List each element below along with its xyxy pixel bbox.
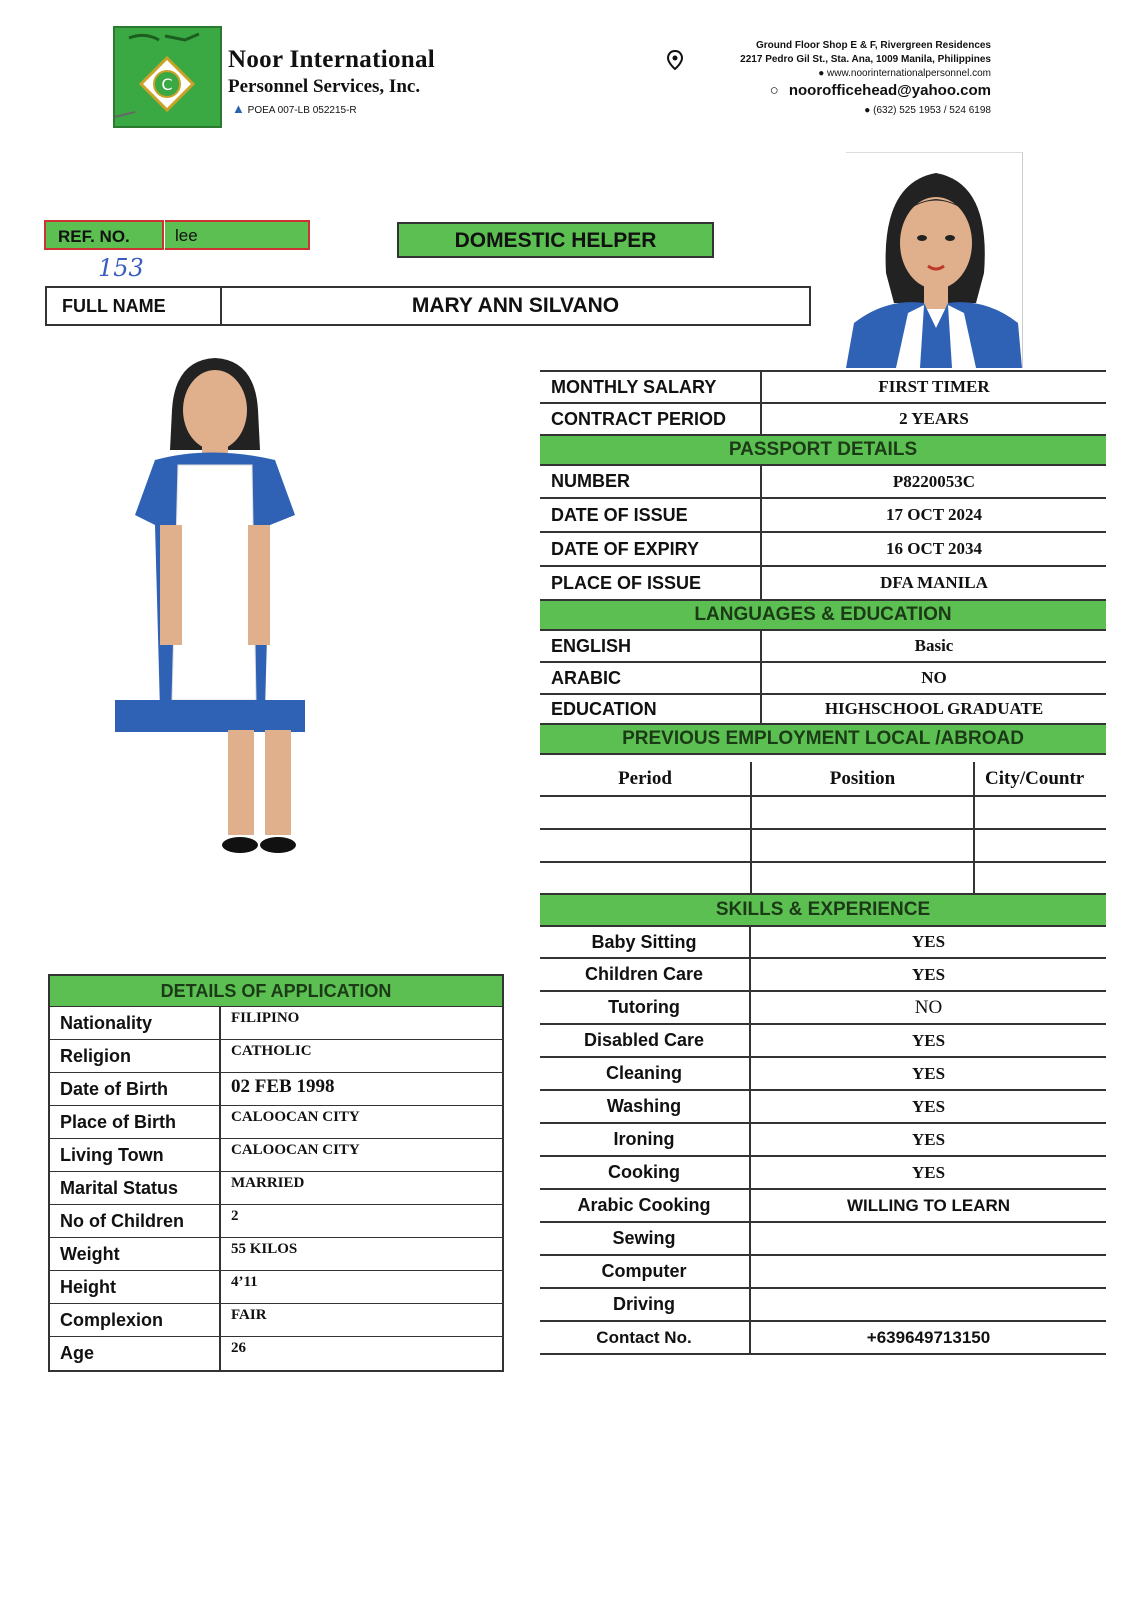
living-town-value: CALOOCAN CITY: [220, 1139, 503, 1172]
weight-label: Weight: [49, 1238, 220, 1271]
skill-value: YES: [750, 1156, 1106, 1189]
phone: ● (632) 525 1953 / 524 6198: [864, 105, 991, 116]
skill-label: Washing: [540, 1090, 750, 1123]
application-section-header: [49, 975, 503, 1007]
table-row: [49, 1139, 503, 1172]
skill-label: Cooking: [540, 1156, 750, 1189]
contact-no-label: Contact No.: [540, 1321, 750, 1354]
skills-table: [540, 893, 1106, 1355]
skill-value: [750, 1255, 1106, 1288]
education-value: HIGHSCHOOL GRADUATE: [761, 694, 1106, 724]
previous-employment-title: PREVIOUS EMPLOYMENT LOCAL /ABROAD: [540, 724, 1106, 754]
company-name: Noor International: [228, 46, 436, 73]
skill-label: Arabic Cooking: [540, 1189, 750, 1222]
place-of-issue-label: PLACE OF ISSUE: [540, 566, 761, 600]
table-row: [49, 1040, 503, 1073]
table-row: [540, 1189, 1106, 1222]
full-name-value: MARY ANN SILVANO: [411, 294, 620, 317]
poea-license: ▲ POEA 007-LB 052215-R: [232, 101, 357, 116]
table-row: [49, 1271, 503, 1304]
english-value: Basic: [761, 630, 1106, 662]
table-row: [49, 1172, 503, 1205]
skills-section-header: [540, 894, 1106, 926]
education-label: EDUCATION: [540, 694, 761, 724]
skill-label: Cleaning: [540, 1057, 750, 1090]
no-of-children-label: No of Children: [49, 1205, 220, 1238]
weight-value: 55 KILOS: [220, 1238, 503, 1271]
skill-value: YES: [750, 1123, 1106, 1156]
city-country-column-header: City/Countr: [974, 762, 1106, 796]
date-of-issue-label: DATE OF ISSUE: [540, 498, 761, 532]
date-of-birth-value: 02 FEB 1998: [220, 1073, 503, 1106]
previous-employment-section-header: [540, 724, 1106, 754]
company-subtitle: Personnel Services, Inc.: [228, 76, 421, 97]
previous-employment-table: [540, 762, 1106, 896]
passport-number-label: NUMBER: [540, 465, 761, 498]
table-row: [49, 1337, 503, 1371]
height-label: Height: [49, 1271, 220, 1304]
application-details-table: [48, 974, 504, 1372]
skill-label: Baby Sitting: [540, 926, 750, 958]
height-value: 4’11: [220, 1271, 503, 1304]
skill-value: YES: [750, 958, 1106, 991]
table-row: [540, 1255, 1106, 1288]
ref-no-value: lee: [165, 220, 310, 250]
period-column-header: Period: [540, 762, 751, 796]
complexion-label: Complexion: [49, 1304, 220, 1337]
phone-icon: ●: [864, 105, 871, 116]
table-row: [540, 796, 1106, 829]
date-of-birth-label: Date of Birth: [49, 1073, 220, 1106]
email: ○ noorofficehead@yahoo.com: [769, 82, 991, 99]
table-row: [540, 958, 1106, 991]
table-row: [540, 926, 1106, 958]
address-line-2: 2217 Pedro Gil St., Sta. Ana, 1009 Manila, Philippines: [740, 54, 991, 65]
contact-no-value: +639649713150: [750, 1321, 1106, 1354]
table-row: [49, 1238, 503, 1271]
skill-label: Computer: [540, 1255, 750, 1288]
place-of-birth-label: Place of Birth: [49, 1106, 220, 1139]
table-row: [540, 829, 1106, 862]
table-row: [540, 1057, 1106, 1090]
arabic-value: NO: [761, 662, 1106, 694]
applicant-full-body-photo: [60, 350, 365, 880]
skill-label: Ironing: [540, 1123, 750, 1156]
religion-label: Religion: [49, 1040, 220, 1073]
skill-label: Disabled Care: [540, 1024, 750, 1057]
address-line-1: Ground Floor Shop E & F, Rivergreen Residences: [755, 40, 991, 51]
place-of-birth-value: CALOOCAN CITY: [220, 1106, 503, 1139]
table-row: [540, 498, 1106, 532]
passport-title: PASSPORT DETAILS: [540, 435, 1106, 465]
skill-value: YES: [750, 1090, 1106, 1123]
skill-value: YES: [750, 1057, 1106, 1090]
table-row: [540, 862, 1106, 895]
company-logo: [113, 26, 222, 128]
place-of-issue-value: DFA MANILA: [761, 566, 1106, 600]
table-row: [540, 1222, 1106, 1255]
ref-no-label: REF. NO.: [44, 220, 164, 250]
table-row: [540, 566, 1106, 600]
table-row: [540, 1321, 1106, 1354]
table-row: [540, 991, 1106, 1024]
nationality-label: Nationality: [49, 1007, 220, 1040]
table-row: [540, 1156, 1106, 1189]
religion-value: CATHOLIC: [220, 1040, 503, 1073]
website: ● www.noorinternationalpersonnel.com: [818, 68, 991, 79]
table-row: [540, 1024, 1106, 1057]
marital-status-value: MARRIED: [220, 1172, 503, 1205]
skill-label: Tutoring: [540, 991, 750, 1024]
contract-period-value: 2 YEARS: [761, 403, 1106, 435]
english-label: ENGLISH: [540, 630, 761, 662]
ref-handwritten-number: 153: [98, 254, 144, 282]
table-row: [540, 465, 1106, 498]
table-row: [540, 1123, 1106, 1156]
skill-label: Sewing: [540, 1222, 750, 1255]
marital-status-label: Marital Status: [49, 1172, 220, 1205]
table-row: [540, 662, 1106, 694]
applicant-headshot: [846, 152, 1023, 368]
passport-number-value: P8220053C: [761, 465, 1106, 498]
skill-value: NO: [750, 991, 1106, 1024]
svg-text:C: C: [161, 75, 173, 94]
table-row: [540, 630, 1106, 662]
table-row: [49, 1205, 503, 1238]
monthly-salary-label: MONTHLY SALARY: [540, 371, 761, 403]
arabic-label: ARABIC: [540, 662, 761, 694]
passport-section-header: [540, 435, 1106, 465]
date-of-expiry-value: 16 OCT 2034: [761, 532, 1106, 566]
employment-terms-table: [540, 370, 1106, 755]
triangle-icon: ▲: [232, 101, 245, 116]
languages-section-header: [540, 600, 1106, 630]
complexion-value: FAIR: [220, 1304, 503, 1337]
mail-icon: ○: [769, 82, 779, 99]
globe-icon: ●: [818, 68, 825, 79]
skill-value: [750, 1288, 1106, 1321]
application-title: DETAILS OF APPLICATION: [49, 975, 503, 1007]
table-row: [49, 1106, 503, 1139]
full-name-row: [45, 286, 811, 326]
skill-label: Children Care: [540, 958, 750, 991]
table-row: [49, 1073, 503, 1106]
age-label: Age: [49, 1337, 220, 1371]
table-row: [49, 1007, 503, 1040]
languages-title: LANGUAGES & EDUCATION: [540, 600, 1106, 630]
living-town-label: Living Town: [49, 1139, 220, 1172]
nationality-value: FILIPINO: [220, 1007, 503, 1040]
skill-value: [750, 1222, 1106, 1255]
age-value: 26: [220, 1337, 503, 1371]
skill-value: YES: [750, 1024, 1106, 1057]
full-name-label: FULL NAME: [47, 288, 222, 324]
skill-value: YES: [750, 926, 1106, 958]
date-of-expiry-label: DATE OF EXPIRY: [540, 532, 761, 566]
skill-label: Driving: [540, 1288, 750, 1321]
location-pin-icon: [667, 50, 683, 75]
table-row: [540, 1288, 1106, 1321]
table-row: [540, 532, 1106, 566]
table-row: [540, 1090, 1106, 1123]
date-of-issue-value: 17 OCT 2024: [761, 498, 1106, 532]
monthly-salary-value: FIRST TIMER: [761, 371, 1106, 403]
no-of-children-value: 2: [220, 1205, 503, 1238]
table-row: [540, 694, 1106, 724]
table-row: [540, 371, 1106, 403]
skill-value: WILLING TO LEARN: [750, 1189, 1106, 1222]
table-row: [540, 403, 1106, 435]
position-column-header: Position: [751, 762, 974, 796]
table-row: [49, 1304, 503, 1337]
skills-title: SKILLS & EXPERIENCE: [540, 894, 1106, 926]
position-title: DOMESTIC HELPER: [397, 222, 714, 258]
contract-period-label: CONTRACT PERIOD: [540, 403, 761, 435]
table-header-row: [540, 762, 1106, 796]
